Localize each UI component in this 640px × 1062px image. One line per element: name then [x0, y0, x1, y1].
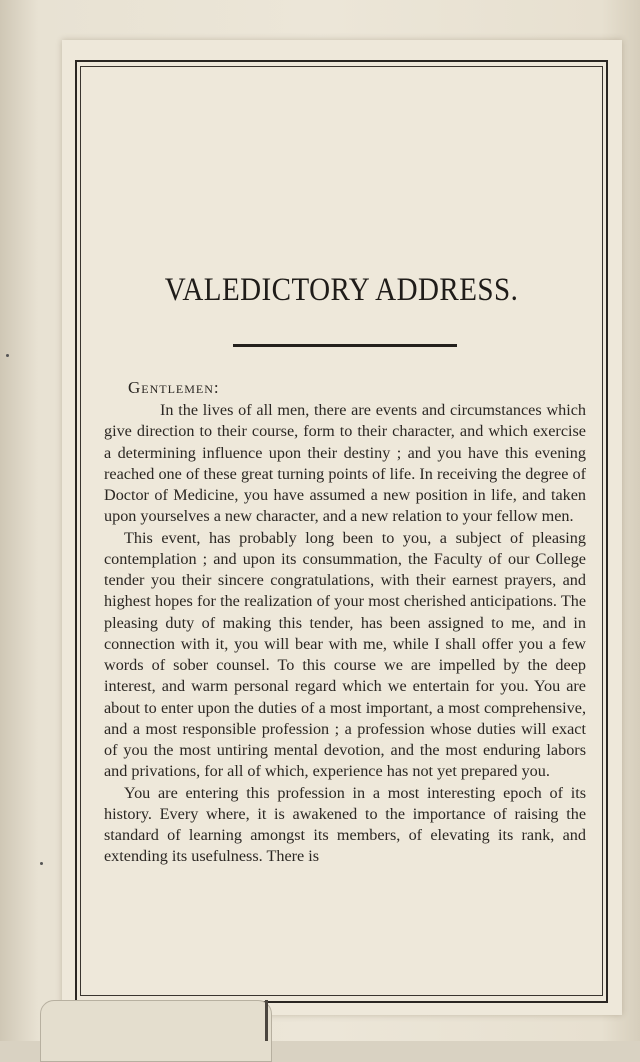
paragraph-1: In the lives of all men, there are events and circumstances which give direction to their course, form to their character, and which exercise a determining influence upon their destiny ; and you have this evening reached one of these great turning points of life. In receiving the degree of Doctor of Medicine, you have assumed a new position in life, and taken upon yourselves a new character, and a new relation to your fellow men.: [104, 401, 586, 526]
document-title: VALEDICTORY ADDRESS.: [164, 272, 519, 308]
paper-speck: [6, 354, 9, 357]
body-text: [104, 400, 586, 868]
salutation: Gentlemen:: [128, 378, 220, 397]
bottom-edge-rule: [265, 1000, 268, 1041]
bottom-page-edge: [40, 1000, 272, 1062]
paper-speck: [40, 862, 43, 865]
paragraph-3: You are entering this profession in a most interesting epoch of its history. Every where, it is awakened to the importance of raising the standard of learning amongst its members, of elevating its rank, and extending its usefulness. There is: [104, 783, 586, 866]
title-rule: [233, 344, 457, 347]
paragraph-2: This event, has probably long been to you, a subject of pleasing contemplation ; and upon its consummation, the Faculty of our College tender you their sincere congratulations, with their earnest prayers, and highest hopes for the realization of your most cherished anticipations. The pleasing duty of making this tender, has been assigned to me, and in connection with it, you will bear with me, while I shall offer you a few words of sober counsel. To this course we are impelled by the deep interest, and warm personal regard which we entertain for you. You are about to enter upon the duties of a most important, a most comprehensive, and a most responsible profession ; a profession whose duties will exact of you the most untiring mental devotion, and the most enduring labors and privations, for all of which, experience has not yet prepared you.: [104, 528, 586, 781]
